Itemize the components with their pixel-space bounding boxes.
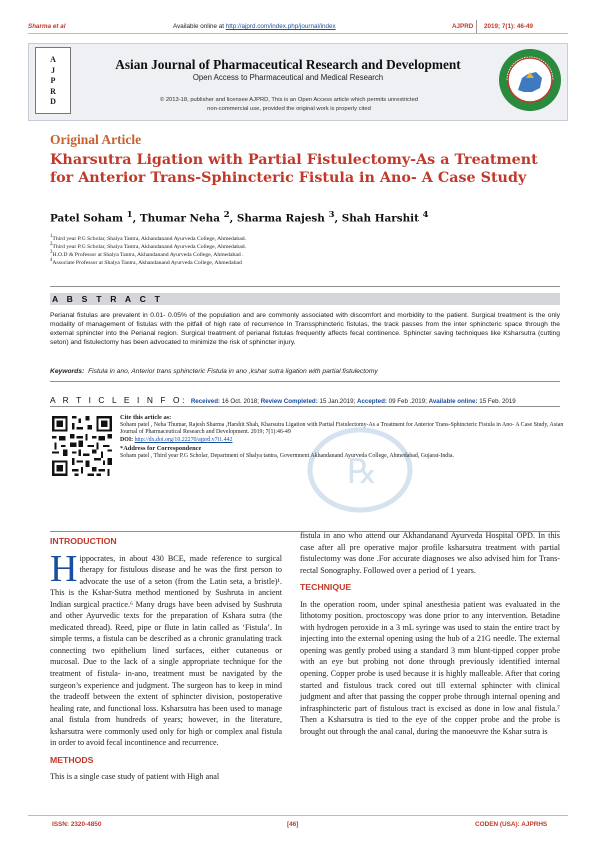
author-name: Patel Soham: [50, 212, 123, 225]
keywords: [50, 368, 560, 375]
footer-coden: CODEN (USA): AJPRHS: [475, 821, 548, 828]
abstract-heading: A B S T R A C T: [52, 294, 164, 304]
logo-letter: P: [50, 76, 56, 85]
correspondence-text: Soham patel , Third year P.G Scholar, Department of Shalya tantra, Government Akhandanand Ayurveda College, Ahmedabad, Gujarat-India.: [120, 452, 454, 459]
abstract-text: Perianal fistulas are prevalent in 0.01- 0.05% of the population and are commonly associated with discomfort and morbidity to the patient. Surgical treatment is the only modality of management of fistulas with the pitfall of high rate of recurrence In Transsphincteric fistulas, the track passes from the inter sphincteric space through the external sphincter into the Perianal region. Surgical treatment of perianal fistulas frequently affects fecal continence. Sphincter saving techniques like Ksharsutra (cutting seton) and fistulectomy has been advocated to minimize the risk of sphincter injury.: [50, 312, 560, 346]
reviewed-label: Review Completed:: [260, 398, 318, 405]
methods-heading: METHODS: [50, 754, 94, 765]
accepted-date: 09 Feb .2019;: [388, 398, 427, 405]
affiliation-sup: 2: [50, 242, 53, 247]
online-label: Available online:: [428, 398, 478, 405]
author-sup: 3: [328, 210, 335, 220]
citation-block: [120, 414, 565, 460]
running-author: Sharma et al: [28, 23, 66, 30]
footer-issn: ISSN: 2320-4850: [52, 821, 102, 828]
copyright-line: © 2013-18, publisher and licensee AJPRD, This is an Open Access article which permits unrestricted: [159, 97, 419, 103]
logo-letter: D: [50, 97, 56, 106]
author-sup: 2: [223, 210, 230, 220]
svg-text:℞: ℞: [347, 452, 378, 492]
right-paragraph: fistula in ano who attend our Akhandanand Ayurveda Hospital OPD. In this case after all pre operative major profile ksharsutra treatment with partial fistulectomy was done .For accurate diagnoses we also advised him for Trans- rectal Sonography. Followed over a period of 1 years.: [300, 531, 560, 575]
intro-paragraph: [50, 547, 282, 749]
affiliation-text: Associate Professor at Shalya Tantra, Akhandanand Ayurveda College, Ahmedabad: [52, 259, 242, 266]
intro-heading: INTRODUCTION: [50, 536, 117, 546]
article-type: Original Article: [50, 132, 142, 147]
methods-text: This is a single case study of patient with High anal: [50, 772, 220, 782]
available-prefix: Available online at: [173, 23, 224, 30]
received-label: Received:: [190, 398, 221, 405]
affiliation-text: Third year P.G Scholar, Shalya Tantra, Akhandanand Ayurveda College, Ahmedabad.: [52, 243, 247, 250]
technique-heading: TECHNIQUE: [300, 582, 352, 593]
logo-letter: J: [51, 65, 55, 75]
author-name: Thumar Neha: [139, 212, 220, 225]
section-divider: [50, 406, 560, 407]
cite-heading: Cite this article as:: [120, 414, 172, 421]
header-rule: [28, 33, 568, 34]
author-name: Sharma Rajesh: [236, 212, 325, 225]
copyright-line: non-commercial use, provided the original work is properly cited: [207, 106, 371, 112]
affiliation-sup: 1: [50, 234, 53, 239]
affiliation: [50, 242, 246, 250]
accepted-label: Accepted:: [357, 398, 387, 405]
article-info: [50, 395, 516, 405]
author-name: Shah Harshit: [341, 212, 419, 225]
copyright-notice: [110, 96, 468, 114]
cite-text: Soham patel , Neha Thumar, Rajesh Sharma ,Harshit Shah, Kharsutra Ligation with Partial Fistulectomy-As a Treatment for Anterior Trans-Sphincteric Fistula in Ano- A Case Study, Asian Journal of Pharmaceutical Research and Development. 2019; 7(1):46-49: [120, 421, 564, 436]
journal-code: AJPRD: [452, 23, 474, 30]
article-info-heading: A R T I C L E I N F O:: [50, 395, 188, 405]
affiliation-sup: 3: [50, 250, 53, 255]
journal-subtitle: Open Access to Pharmaceutical and Medical Research: [192, 73, 384, 82]
author-list: Patel Soham $^1$, Thumar Neha $^2$, Sharma Rajesh $^3$, Shah Harshit $^4$: [50, 210, 429, 225]
doi-label: DOI:: [120, 437, 134, 444]
affiliation-text: H.O.D & Professor at Shalya Tantra, Akhandanand Ayurveda College, Ahmedabad .: [52, 251, 244, 258]
affiliation-sup: 4: [50, 258, 53, 263]
author-sup: 4: [422, 210, 429, 220]
affiliation: [50, 258, 242, 266]
affiliation: [50, 250, 244, 258]
logo-letter: A: [50, 55, 56, 64]
journal-url-link[interactable]: http://ajprd.com/index.php/journal/index: [225, 23, 336, 30]
technique-text: In the operation room, under spinal anesthesia patient was evaluated in the lithotomy position. proctoscopy was done prior to any intervention. Betadine with hydrogen peroxide in a 3 mL syringe was used to stain the entire tract by injecting into the external opening using the hub of a 21G needle. The external opening was gently probed using a standard 3 mm blunt-tipped copper probe with an eye but probing not done through previously identified internal opening. Copper probe is used because it is highly malleable. After that coring started and fistulous track cored out till external sphincter with clinical judgment and after that passing the copper probe through internal opening and infrasphincteric part of fistulous tract is excised as done in low anal fistula.⁷ Then a Ksharsutra is tied to the eye of the copper probe and the probe is brought out through the anal canal, during the manoeuvre the Kshar sutra is: [300, 599, 560, 736]
journal-title: Asian Journal of Pharmaceutical Research and Development: [115, 57, 461, 72]
footer-rule: [28, 815, 568, 816]
section-divider: [50, 286, 560, 287]
article-title: Kharsutra Ligation with Partial Fistulectomy-As a Treatment for Anterior Trans-Sphincteric Fistula in Ano- A Case Study: [50, 152, 538, 187]
affiliation: [50, 234, 246, 242]
qr-code-icon[interactable]: [50, 414, 114, 478]
left-column: [50, 536, 282, 783]
affiliation-text: Third year P.G Scholar, Shalya Tantra, Akhandanand Ayurveda College, Ahmedabad.: [52, 235, 247, 242]
header-separator: [476, 20, 477, 33]
logo-letter: R: [50, 86, 56, 96]
ajprd-logo-box: [35, 47, 71, 114]
reviewed-date: 15 Jan.2019;: [319, 398, 356, 405]
section-divider: [50, 381, 560, 382]
keywords-label: Keywords:: [50, 368, 85, 375]
footer-page: [46]: [287, 821, 299, 828]
doi-link[interactable]: http://dx.doi.org/10.22270/ajprd.v7i1.442: [134, 437, 233, 444]
online-date: 15 Feb. 2019: [479, 398, 516, 405]
intro-text: ippocrates, in about 430 BCE, made reference to surgical therapy for fistulous disease and he was the first person to advocate the use of a seton (from the Latin seta, a bristle)¹. This is the Kshar-Sutra method mentioned by Sushruta in ancient Indian surgical practice.⁶ Many drugs have been advised by Sushruta and other Ayurvedic texts for the preparation of Kshara sutra (the medicated thread). Reed, pipe or flute in latin called as ‘Fistula’. In simple terms, a fistula can be described as a chronic granulating track connecting two epithelium lined surfaces, either cutaneous or mucosal. Due to the lack of a single appropriate technique for the treatment of fistula- in-ano, treatment must be navigated by the surgeon’s experience and judgment. The surgeon has to keep in mind the tradeoff between the extent of sphincter division, postoperative healing rate, and functional loss. Ksharsutra has been used to manage anal fistula from hundreds of years; however, in the literature, ksharsutra were commonly used only for high or complex anal fistula in order to avoid fecal incontinence and recurrence.: [50, 553, 282, 748]
keywords-text: Fistula in ano, Anterior trans sphincteric Fistula in ano ,kshar sutra ligation with partial fistulectomy: [88, 368, 378, 375]
available-online: [173, 23, 336, 30]
correspondence-heading: *Address for Correspondence: [120, 444, 202, 452]
intro-dropcap: H: [50, 547, 78, 590]
volume-info: 2019; 7(1): 46-49: [484, 23, 534, 30]
doi-line: [120, 437, 565, 445]
author-sup: 1: [126, 210, 133, 220]
journal-seal-icon: [498, 48, 562, 112]
received-date: 16 Oct. 2018;: [221, 398, 259, 405]
right-column: [300, 530, 560, 737]
